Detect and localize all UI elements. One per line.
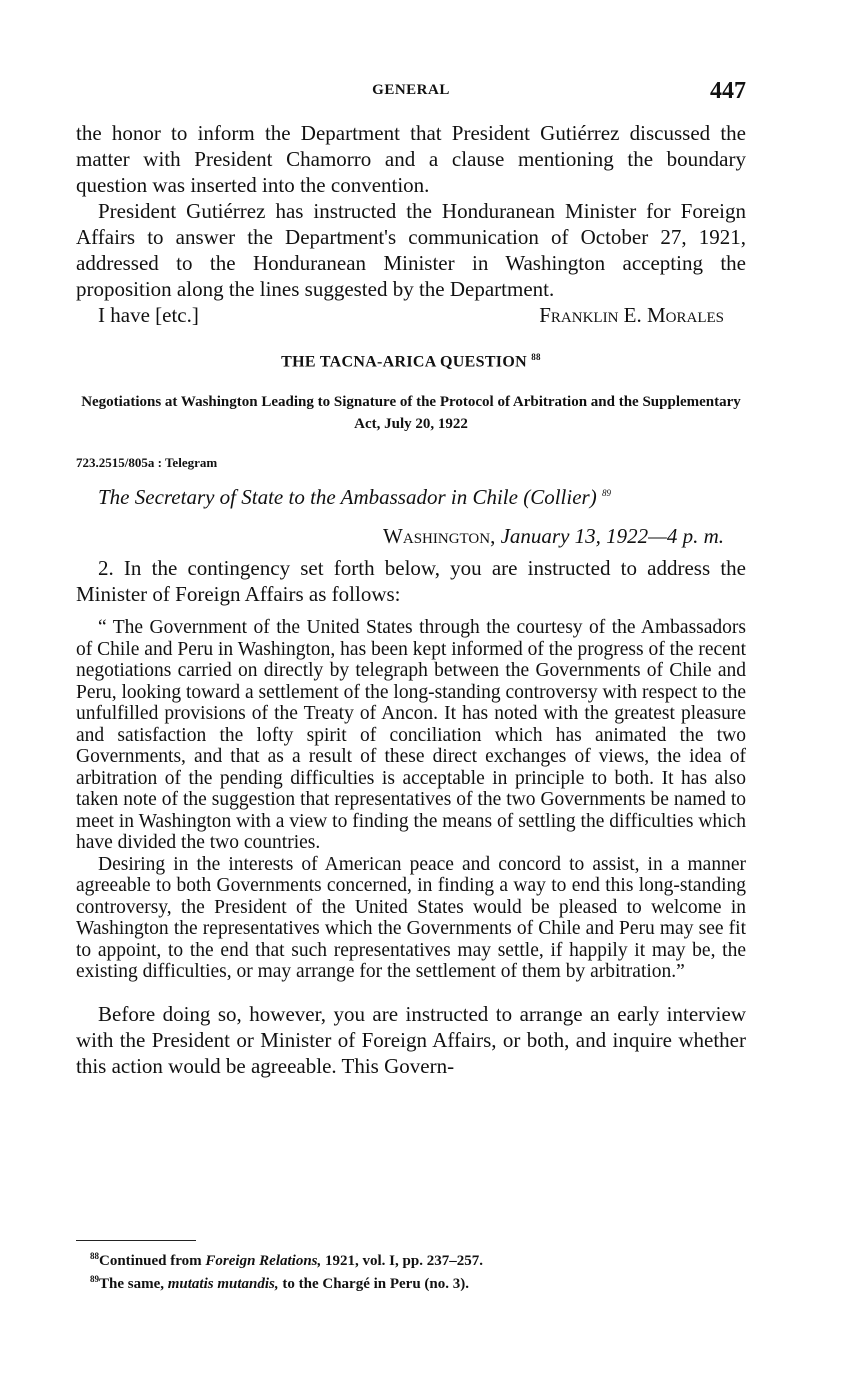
dateline	[76, 524, 724, 549]
page-number: 447	[710, 78, 746, 104]
dateline-place: Washington,	[383, 524, 496, 549]
footnote-text: Continued from	[99, 1253, 206, 1269]
running-head-title: GENERAL	[372, 82, 450, 98]
footnote-88	[90, 1247, 740, 1270]
closing-text: I have [etc.]	[98, 303, 199, 327]
footnote-text: to the Chargé in Peru (no. 3).	[278, 1276, 470, 1292]
footnote-mark: 88	[90, 1251, 99, 1261]
paragraph-before-doing-so: Before doing so, however, you are instructed to arrange an early interview with the President or Minister of Foreign Affairs, or both, and inquire whether this action would be agreeable. This Govern-	[76, 1001, 746, 1078]
quoted-message-part-2: Desiring in the interests of American peace and concord to assist, in a manner agreeable to both Governments concerned, in finding a way to end this long-standing controversy, the President of the United States would be pleased to welcome in Washington the representatives which the Governments of Chile and Peru may see fit to appoint, to the end that such representatives may settle, if happily it may be, the existing difficulties, or may arrange for the settlement of them by arbitration.”	[76, 853, 746, 983]
document-title	[98, 485, 746, 510]
running-head	[76, 78, 746, 108]
footnote-divider	[76, 1240, 196, 1241]
paragraph-continued: the honor to inform the Department that President Gutiérrez discussed the matter with President Chamorro and a clause mentioning the boundary question was inserted into the convention.	[76, 121, 746, 197]
footnotes	[90, 1247, 740, 1293]
paragraph-gutierrez: President Gutiérrez has instructed the Honduranean Minister for Foreign Affairs to answer the Department's communication of October 27, 1921, addressed to the Honduranean Minister in Washington accepting the proposition along the lines suggested by the Department.	[76, 199, 746, 301]
dateline-date: January 13, 1922—4 p. m.	[500, 524, 724, 549]
signoff	[98, 302, 746, 330]
section-title-text: THE TACNA-ARICA QUESTION	[281, 353, 527, 371]
document-title-text: The Secretary of State to the Ambassador in Chile (Collier)	[98, 485, 597, 510]
signature: Franklin E. Morales	[539, 303, 724, 327]
section-title	[76, 352, 746, 371]
footnote-text: The same,	[99, 1276, 168, 1292]
footnote-italic: Foreign Relations,	[205, 1253, 322, 1269]
page-body	[76, 120, 746, 1079]
footnote-text: 1921, vol. I, pp. 237–257.	[321, 1253, 483, 1269]
footnote-mark: 89	[90, 1274, 99, 1284]
file-reference: 723.2515/805a : Telegram	[76, 455, 218, 471]
quoted-message-part-1: “ The Government of the United States through the courtesy of the Ambassadors of Chile and Peru in Washington, has been kept informed of the progress of the recent negotiations carried on directly by telegraph between the Governments of Chile and Peru, looking toward a settlement of the long-standing controversy with respect to the unfulfilled provisions of the Treaty of Ancon. It has noted with the greatest pleasure and satisfaction the lofty spirit of conciliation which has animated the two Governments, and that as a result of these direct exchanges of views, the idea of arbitration of the pending difficulties is acceptable in principle to both. It has also taken note of the suggestion that representatives of the two Governments be named to meet in Washington with a view to finding the means of settling the difficulties which have divided the two countries.	[76, 617, 746, 854]
footnote-ref-88: 88	[531, 352, 541, 362]
section-subtitle: Negotiations at Washington Leading to Signature of the Protocol of Arbitration and the Supplementary Act, July 20, 1922	[81, 394, 741, 433]
footnote-89	[90, 1270, 740, 1293]
footnote-italic: mutatis mutandis,	[167, 1276, 279, 1292]
footnote-ref-89: 89	[601, 488, 611, 499]
paragraph-instructions: 2. In the contingency set forth below, you are instructed to address the Minister of Foreign Affairs as follows:	[76, 556, 746, 607]
